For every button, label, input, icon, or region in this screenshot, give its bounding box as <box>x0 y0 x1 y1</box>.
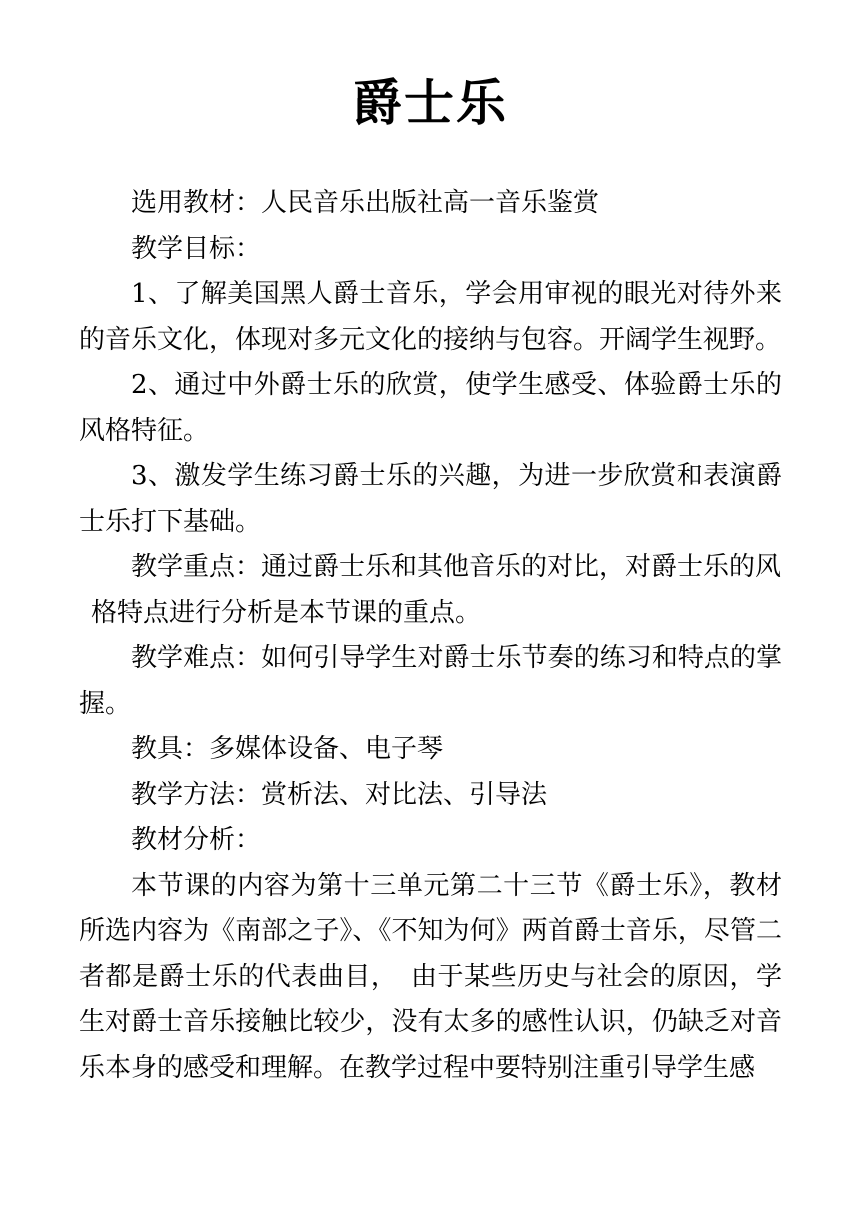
difficulties-line: 教学难点：如何引导学生对爵士乐节奏的练习和特点的掌握。 <box>79 643 782 719</box>
objective-1: 1、了解美国黑人爵士音乐，学会用审视的眼光对待外来的音乐文化，体现对多元文化的接纳与包容。开阔学生视野。 <box>79 279 782 355</box>
objectives-heading: 教学目标： <box>131 233 262 264</box>
textbook-line: 选用教材：人民音乐出版社高一音乐鉴赏 <box>131 188 600 218</box>
objective-3: 3、激发学生练习爵士乐的兴趣，为进一步欣赏和表演爵士乐打下基础。 <box>79 461 782 537</box>
objective-2: 2、通过中外爵士乐的欣赏，使学生感受、体验爵士乐的风格特征。 <box>79 370 782 446</box>
document-body <box>79 181 782 1091</box>
material-analysis-paragraph: 本节课的内容为第十三单元第二十三节《爵士乐》，教材所选内容为《南部之子》、《不知为何》两首爵士音乐，尽管二者都是爵士乐的代表曲目， 由于某些历史与社会的原因，学生对爵士音乐接触比较少，没有太多的感性认识，仍缺乏对音乐本身的感受和理解。在教学过程中要特别注重引导学生感 <box>79 870 782 1083</box>
material-analysis-heading: 教材分析： <box>131 825 262 855</box>
teaching-aids-line: 教具：多媒体设备、电子琴 <box>131 734 444 764</box>
key-points-line: 教学重点：通过爵士乐和其他音乐的对比，对爵士乐的风 <box>131 552 782 582</box>
key-points-continuation: 格特点进行分析是本节课的重点。 <box>91 597 482 628</box>
page-title: 爵士乐 <box>352 73 508 132</box>
teaching-methods-line: 教学方法：赏析法、对比法、引导法 <box>131 779 548 810</box>
